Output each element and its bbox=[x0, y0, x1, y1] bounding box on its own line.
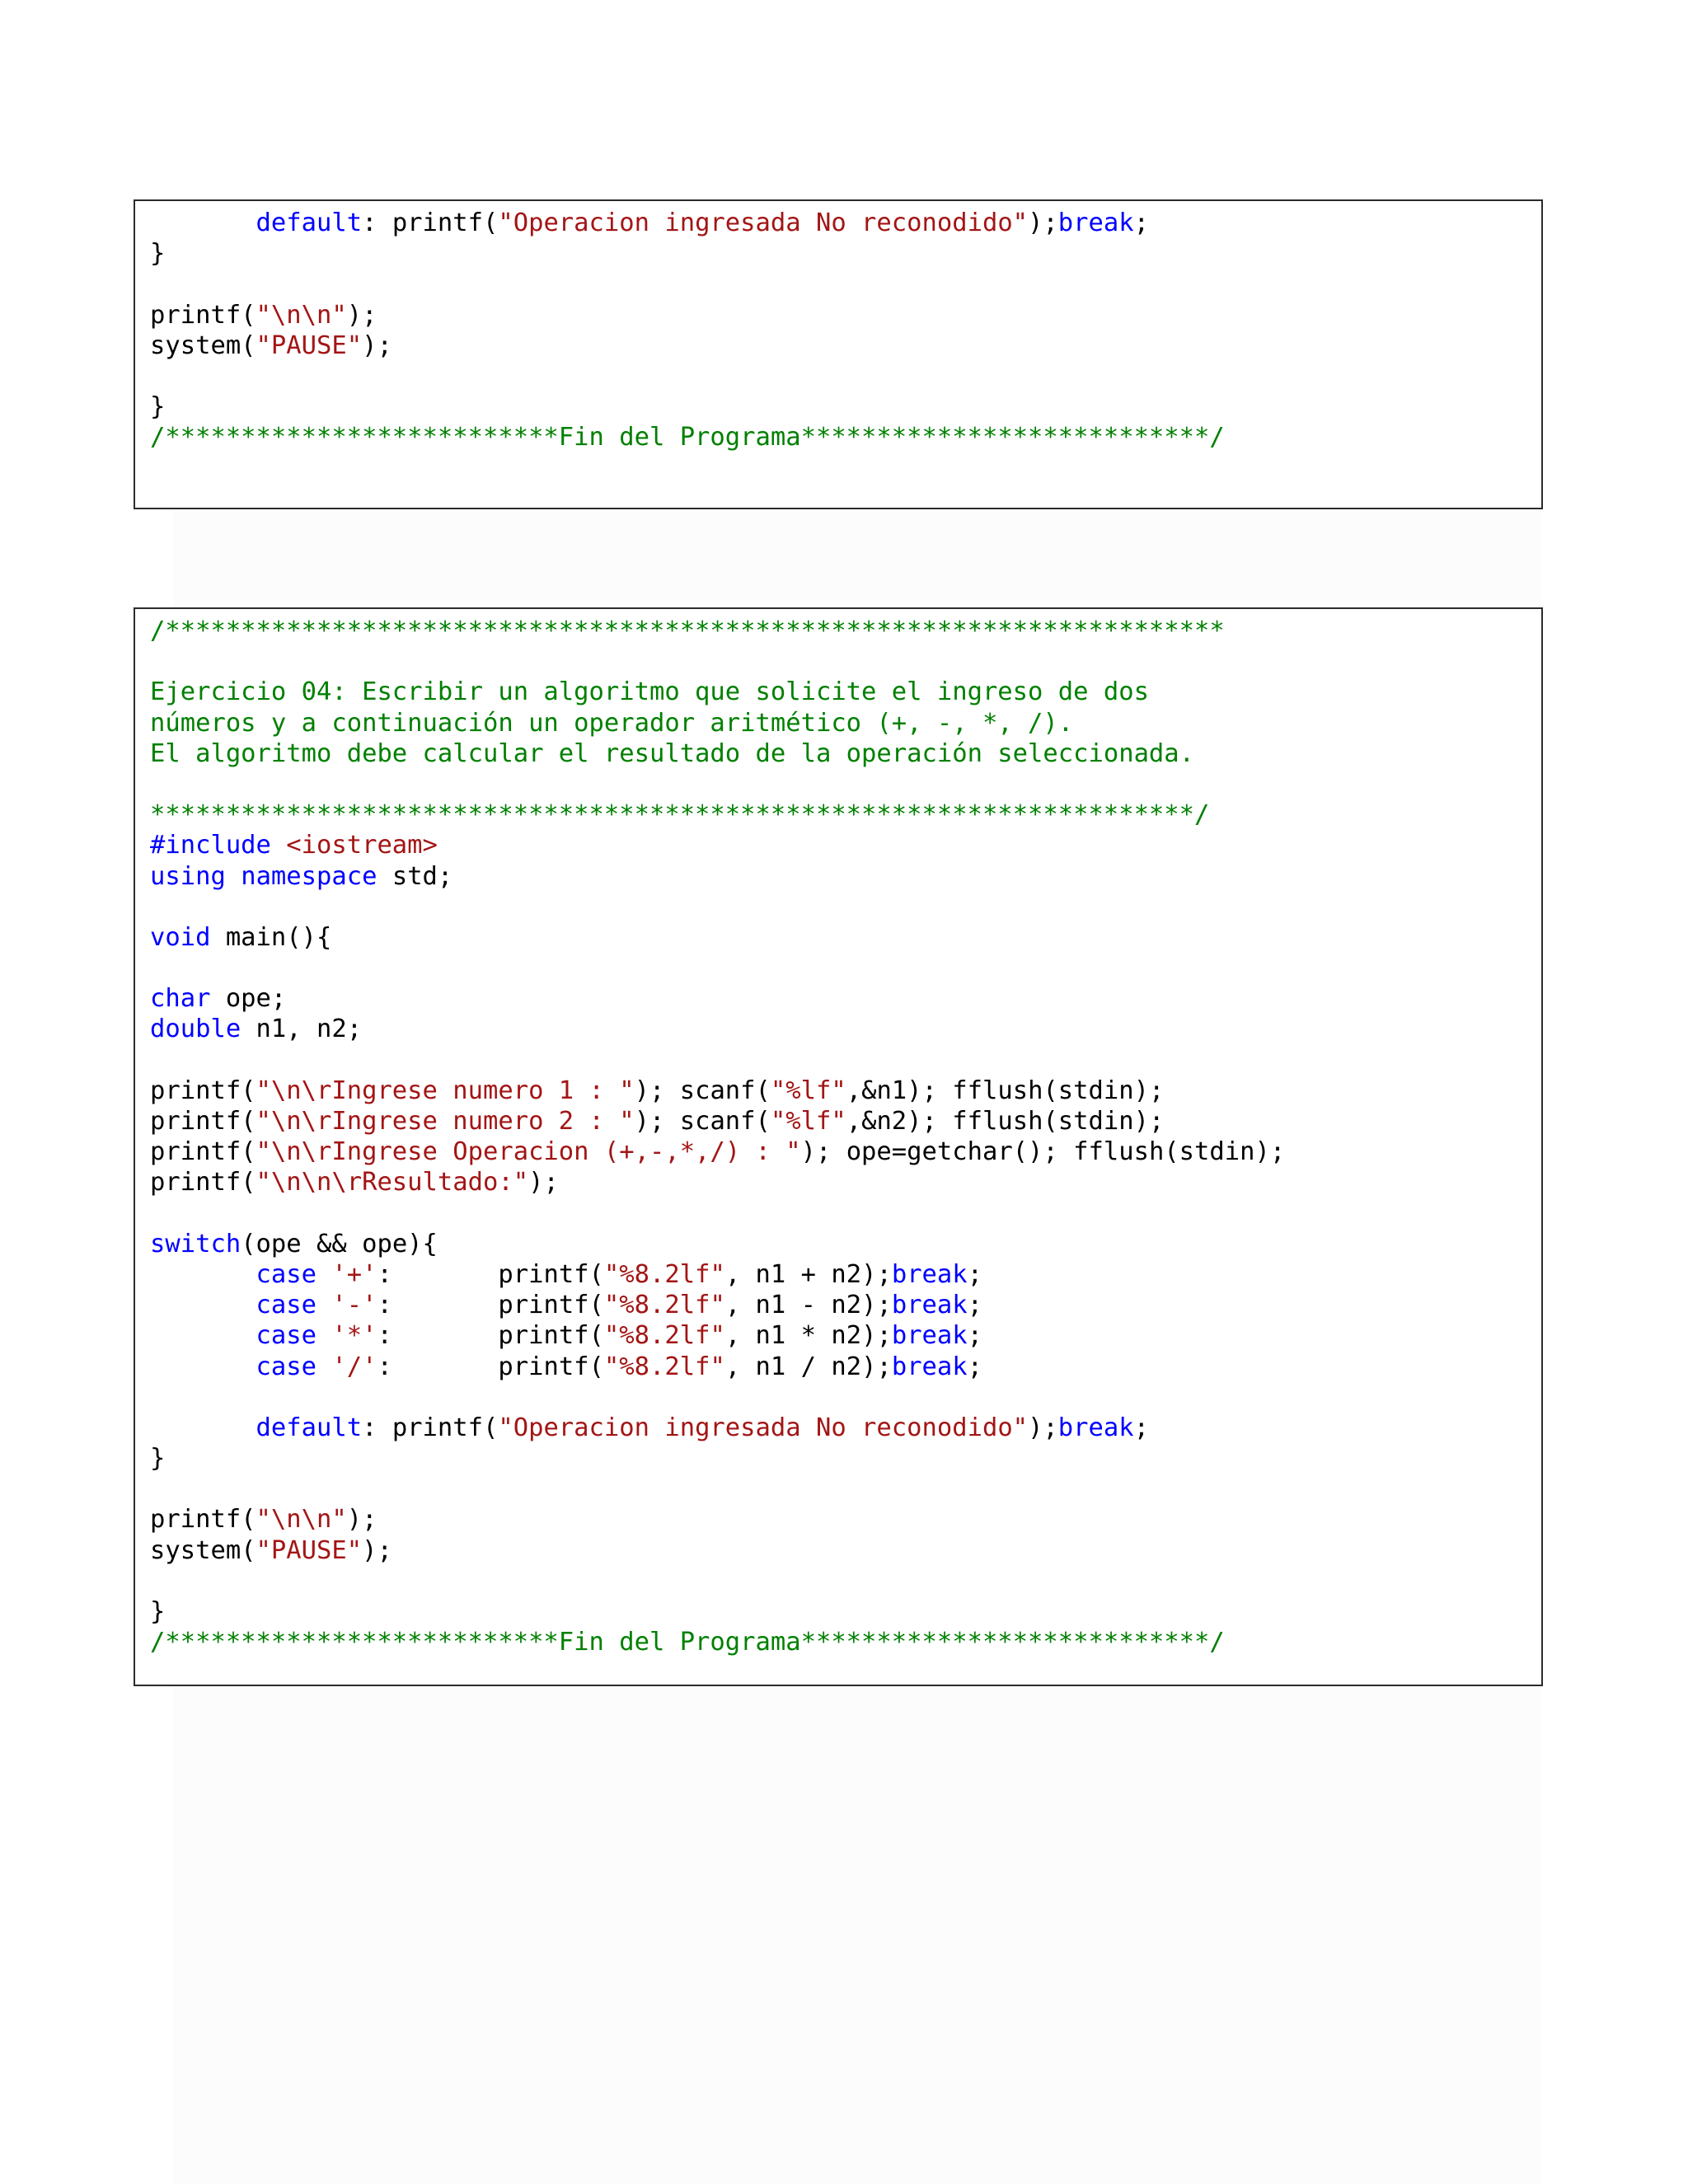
code-token: ; bbox=[967, 1291, 983, 1320]
code-token: case bbox=[256, 1259, 316, 1289]
code-token bbox=[226, 862, 241, 891]
code-token: break bbox=[891, 1259, 968, 1289]
code-token: ); bbox=[362, 330, 392, 360]
code-line bbox=[150, 1474, 1285, 1504]
code-token: using bbox=[150, 861, 226, 891]
code-token: default bbox=[256, 1413, 363, 1442]
code-line bbox=[150, 677, 1285, 707]
code-line bbox=[150, 422, 1225, 452]
code-token: ); bbox=[346, 1505, 377, 1535]
code-token: ; bbox=[1133, 209, 1149, 237]
code-token: "%8.2lf" bbox=[603, 1352, 725, 1381]
code-token bbox=[150, 1260, 256, 1289]
code-token: double bbox=[150, 1015, 241, 1044]
code-line bbox=[150, 616, 1285, 646]
code-line bbox=[150, 1106, 1285, 1137]
code-token: : printf( bbox=[377, 1321, 604, 1351]
code-line bbox=[150, 1290, 1285, 1320]
code-line bbox=[150, 1596, 1285, 1627]
code-token: '*' bbox=[331, 1321, 377, 1351]
code-token: break bbox=[891, 1352, 968, 1381]
code-token: ); scanf( bbox=[634, 1107, 771, 1136]
code-token: ); bbox=[1028, 209, 1058, 237]
code-token: , n1 - n2); bbox=[724, 1291, 892, 1320]
code-token: ,&n2); fflush(stdin); bbox=[846, 1107, 1165, 1136]
code-line bbox=[150, 238, 1225, 269]
code-line bbox=[150, 1352, 1285, 1382]
code-token: "%lf" bbox=[770, 1076, 846, 1105]
code-token: break bbox=[1057, 1413, 1134, 1442]
code-listing-box-ejercicio-04 bbox=[134, 607, 1543, 1686]
code-token: "Operacion ingresada No reconodido" bbox=[498, 209, 1029, 237]
code-token: break bbox=[891, 1291, 968, 1320]
code-token: system( bbox=[150, 330, 256, 360]
code-token: namespace bbox=[241, 861, 377, 891]
code-line bbox=[150, 738, 1285, 769]
code-line bbox=[150, 953, 1285, 983]
code-token: break bbox=[1057, 209, 1134, 237]
code-token bbox=[316, 1291, 331, 1319]
code-line bbox=[150, 1382, 1285, 1413]
code-line bbox=[150, 1535, 1285, 1566]
code-token: /**************************Fin del Programa***************************/ bbox=[150, 1628, 1225, 1657]
code-token: : printf( bbox=[377, 1352, 604, 1381]
code-token: printf( bbox=[150, 1107, 256, 1136]
code-token: printf( bbox=[150, 300, 256, 330]
code-line bbox=[150, 830, 1285, 860]
code-token: : printf( bbox=[377, 1291, 604, 1320]
code-token bbox=[316, 1352, 331, 1381]
code-line bbox=[150, 1627, 1285, 1657]
code-line bbox=[150, 983, 1285, 1014]
code-token: ; bbox=[967, 1321, 983, 1351]
code-line bbox=[150, 1259, 1285, 1290]
code-token bbox=[150, 209, 256, 237]
code-token: switch bbox=[150, 1229, 241, 1258]
code-token: break bbox=[891, 1321, 968, 1351]
code-token: ); bbox=[528, 1168, 559, 1197]
code-line bbox=[150, 1443, 1285, 1474]
code-token: : printf( bbox=[377, 1259, 604, 1289]
code-token: El algoritmo debe calcular el resultado de la operación seleccionada. bbox=[150, 738, 1195, 768]
code-token: } bbox=[150, 1444, 166, 1474]
code-line bbox=[150, 861, 1285, 892]
code-token: números y a continuación un operador aritmético (+, -, *, /). bbox=[150, 708, 1074, 738]
code-token: "\n\rIngrese Operacion (+,-,*,/) : " bbox=[256, 1137, 801, 1167]
code-token: main(){ bbox=[210, 922, 332, 952]
code-token: "\n\n\rResultado:" bbox=[256, 1168, 529, 1197]
code-token: ); scanf( bbox=[634, 1076, 771, 1105]
code-token bbox=[150, 1321, 256, 1350]
code-token: ); bbox=[346, 300, 377, 330]
code-token: ; bbox=[967, 1352, 983, 1381]
code-token: "\n\rIngrese numero 2 : " bbox=[256, 1107, 635, 1136]
code-token: "%8.2lf" bbox=[603, 1259, 725, 1289]
code-token: void bbox=[150, 922, 211, 952]
code-token: Ejercicio 04: Escribir un algoritmo que solicite el ingreso de dos bbox=[150, 677, 1149, 707]
code-token: , n1 + n2); bbox=[724, 1259, 892, 1289]
code-token: : printf( bbox=[362, 209, 499, 237]
code-token: } bbox=[150, 392, 166, 422]
code-token: '-' bbox=[331, 1291, 377, 1320]
code-line bbox=[150, 1076, 1285, 1106]
code-token: std; bbox=[377, 861, 453, 891]
code-token: "%8.2lf" bbox=[603, 1321, 725, 1351]
code-token: n1, n2; bbox=[241, 1015, 363, 1044]
code-token: system( bbox=[150, 1535, 256, 1565]
code-token: (ope && ope){ bbox=[241, 1229, 438, 1258]
code-token: '+' bbox=[331, 1259, 377, 1289]
code-line bbox=[150, 708, 1285, 738]
code-token: default bbox=[256, 209, 363, 237]
code-token: ,&n1); fflush(stdin); bbox=[846, 1076, 1165, 1105]
code-token: case bbox=[256, 1352, 316, 1381]
code-line bbox=[150, 892, 1285, 922]
code-token: "\n\n" bbox=[256, 1505, 347, 1535]
code-token: char bbox=[150, 984, 211, 1014]
code-line bbox=[150, 1320, 1285, 1351]
code-token: ); bbox=[1028, 1413, 1058, 1442]
code-token: "PAUSE" bbox=[256, 1535, 363, 1565]
code-line bbox=[150, 1198, 1285, 1229]
code-token: } bbox=[150, 239, 166, 269]
code-line bbox=[150, 1413, 1285, 1443]
code-line bbox=[150, 1167, 1285, 1197]
code-token: <iostream> bbox=[286, 831, 438, 860]
code-token: #include bbox=[150, 831, 287, 860]
code-token: printf( bbox=[150, 1168, 256, 1197]
code-token: ; bbox=[967, 1259, 983, 1289]
code-line bbox=[150, 330, 1225, 361]
code-line bbox=[150, 646, 1285, 677]
code-block bbox=[150, 616, 1285, 1657]
code-line bbox=[150, 269, 1225, 299]
code-line bbox=[150, 208, 1225, 238]
code-token: case bbox=[256, 1321, 316, 1351]
code-token: "%lf" bbox=[770, 1107, 846, 1136]
code-line bbox=[150, 361, 1225, 391]
code-line bbox=[150, 1504, 1285, 1535]
code-line bbox=[150, 300, 1225, 330]
code-token bbox=[316, 1260, 331, 1289]
code-token: printf( bbox=[150, 1076, 256, 1105]
code-line bbox=[150, 1137, 1285, 1167]
code-token: , n1 * n2); bbox=[724, 1321, 892, 1351]
code-token: "\n\rIngrese numero 1 : " bbox=[256, 1076, 635, 1105]
code-token: "PAUSE" bbox=[256, 330, 363, 360]
code-line bbox=[150, 922, 1285, 953]
code-token: } bbox=[150, 1597, 166, 1626]
code-token: /********************************************************************** bbox=[150, 616, 1225, 645]
code-token bbox=[150, 1413, 256, 1442]
code-line bbox=[150, 769, 1285, 799]
code-token: "Operacion ingresada No reconodido" bbox=[498, 1413, 1029, 1442]
code-token: ); ope=getchar(); fflush(stdin); bbox=[800, 1137, 1286, 1167]
code-token: /**************************Fin del Programa***************************/ bbox=[150, 423, 1225, 452]
code-token: ); bbox=[362, 1535, 392, 1565]
code-token: ; bbox=[1133, 1413, 1149, 1442]
code-token: case bbox=[256, 1291, 316, 1320]
code-token: "\n\n" bbox=[256, 300, 347, 330]
code-token: , n1 / n2); bbox=[724, 1352, 892, 1381]
code-line bbox=[150, 799, 1285, 830]
code-token: *********************************************************************/ bbox=[150, 800, 1210, 830]
code-line bbox=[150, 1229, 1285, 1259]
code-token: printf( bbox=[150, 1137, 256, 1167]
code-token bbox=[316, 1321, 331, 1350]
code-listing-box-continuation bbox=[134, 199, 1543, 509]
code-block bbox=[150, 208, 1225, 453]
code-token: ope; bbox=[210, 984, 287, 1014]
code-line bbox=[150, 1014, 1285, 1044]
code-token: : printf( bbox=[362, 1413, 499, 1442]
code-token: printf( bbox=[150, 1505, 256, 1535]
code-token bbox=[150, 1352, 256, 1381]
code-token: '/' bbox=[331, 1352, 377, 1381]
code-token: "%8.2lf" bbox=[603, 1291, 725, 1320]
code-token bbox=[150, 1291, 256, 1319]
code-line bbox=[150, 1045, 1285, 1076]
code-line bbox=[150, 391, 1225, 422]
code-line bbox=[150, 1566, 1285, 1596]
